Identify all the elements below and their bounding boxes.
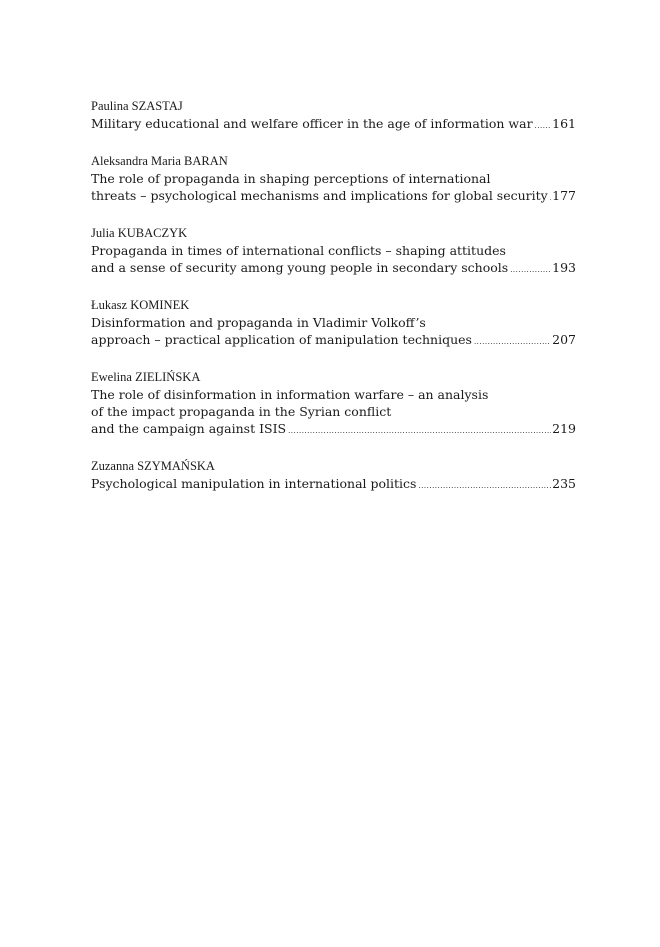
toc-entry[interactable]: [91, 297, 576, 351]
entry-page-number: 207: [552, 332, 576, 347]
entry-title: Military educational and welfare officer in the age of information war: [91, 116, 533, 131]
entry-author: Zuzanna SZYMAŃSKA: [91, 459, 215, 473]
table-of-contents: [91, 98, 576, 513]
entry-page-number: 235: [552, 476, 576, 491]
toc-entry[interactable]: [91, 458, 576, 495]
toc-entry[interactable]: [91, 98, 576, 135]
entry-title-last-line: [91, 331, 576, 351]
entry-title-last-line: [91, 187, 576, 207]
entry-title-last-line: [91, 259, 576, 279]
entry-title: and a sense of security among young people in secondary schools: [91, 260, 509, 275]
entry-author: Julia KUBACZYK: [91, 226, 188, 240]
entry-page-number: 219: [552, 421, 576, 436]
entry-page-number: 161: [552, 116, 576, 131]
entry-author: Łukasz KOMINEK: [91, 298, 190, 312]
entry-title-last-line: [91, 420, 576, 440]
dot-leader: [418, 478, 551, 495]
entry-title: threats – psychological mechanisms and implications for global security: [91, 188, 548, 203]
toc-entry[interactable]: [91, 369, 576, 440]
dot-leader: [510, 262, 551, 279]
entry-title-line: The role of disinformation in information warfare – an analysis: [91, 387, 489, 402]
entry-title: Psychological manipulation in international politics: [91, 476, 417, 491]
entry-title-line: The role of propaganda in shaping perceptions of international: [91, 171, 491, 186]
toc-entry[interactable]: [91, 153, 576, 207]
entry-page-number: 177: [552, 188, 576, 203]
entry-title-last-line: [91, 115, 576, 135]
entry-author: Aleksandra Maria BARAN: [91, 154, 228, 168]
dot-leader: [288, 423, 551, 440]
entry-author: Paulina SZASTAJ: [91, 99, 183, 113]
dot-leader: [474, 334, 551, 351]
entry-title-line: Propaganda in times of international conflicts – shaping attitudes: [91, 243, 506, 258]
toc-entry[interactable]: [91, 225, 576, 279]
entry-title-last-line: [91, 475, 576, 495]
entry-page-number: 193: [552, 260, 576, 275]
entry-title-line: Disinformation and propaganda in Vladimir Volkoff’s: [91, 315, 426, 330]
entry-title: approach – practical application of manipulation techniques: [91, 332, 472, 347]
dot-leader: [550, 190, 551, 207]
entry-title: and the campaign against ISIS: [91, 421, 287, 436]
entry-author: Ewelina ZIELIŃSKA: [91, 370, 201, 384]
dot-leader: [535, 118, 552, 135]
entry-title-line: of the impact propaganda in the Syrian conflict: [91, 404, 392, 419]
